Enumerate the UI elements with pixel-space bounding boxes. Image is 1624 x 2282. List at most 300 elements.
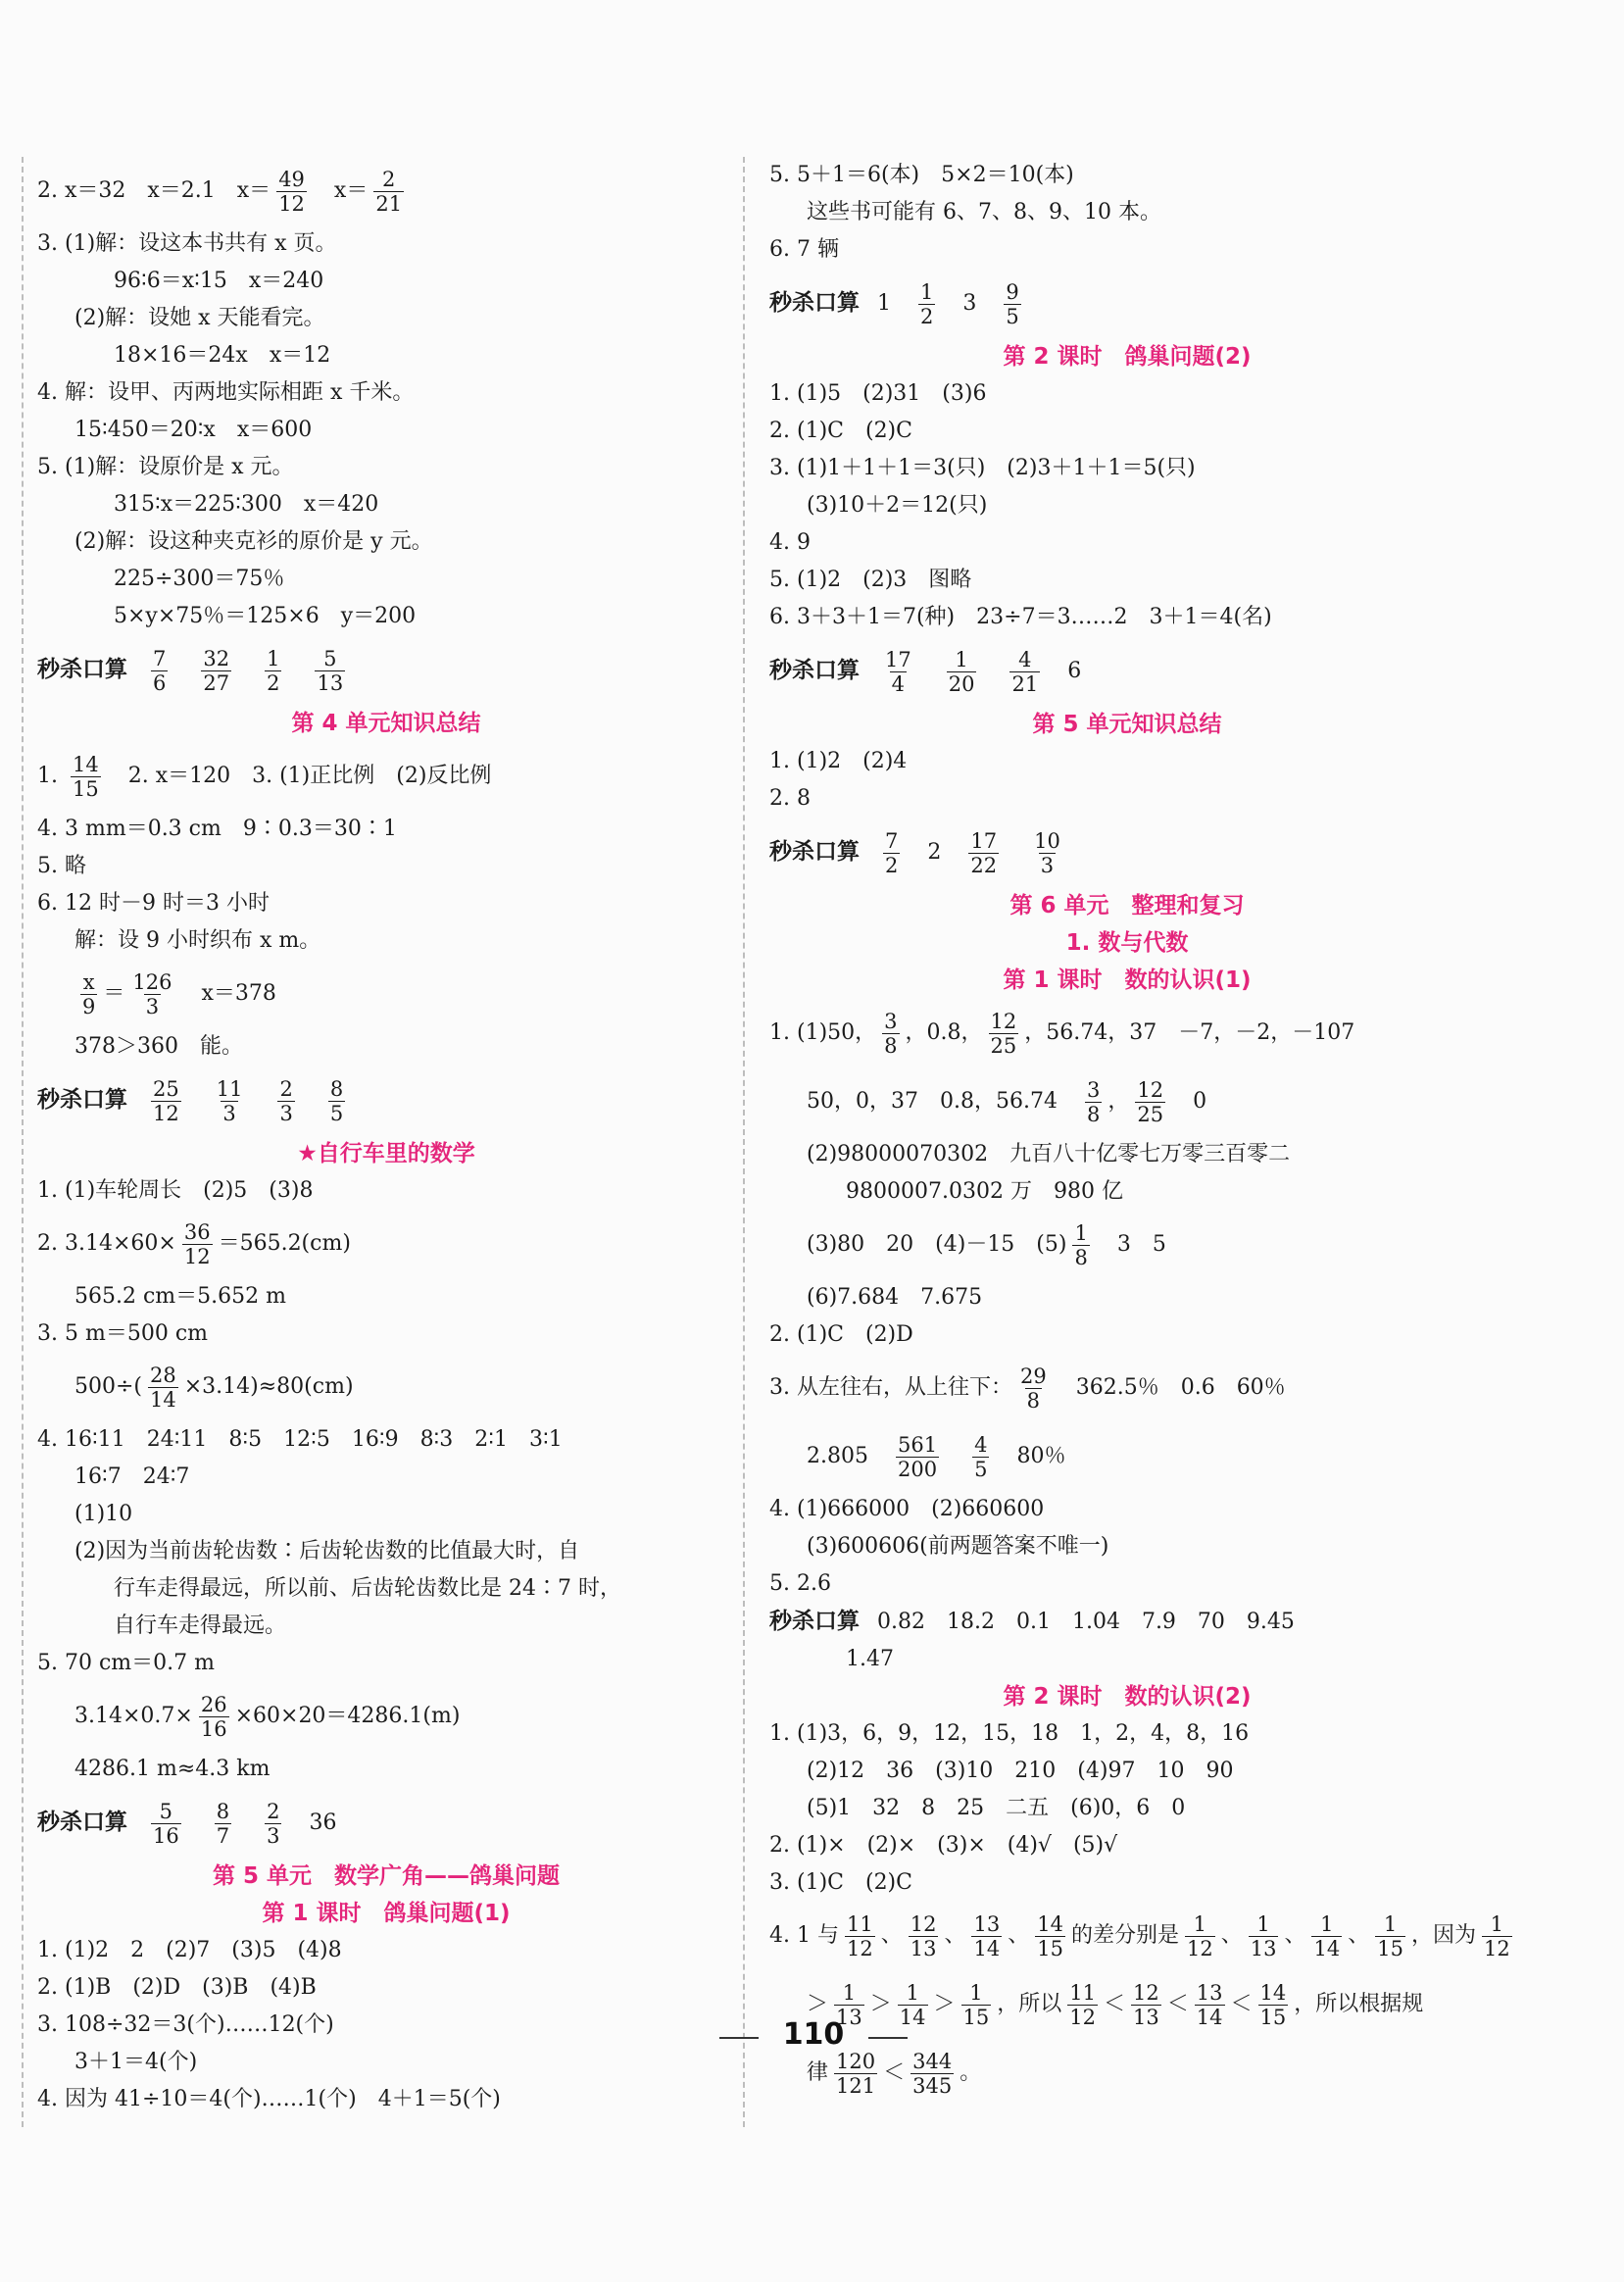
fraction [151, 1800, 181, 1848]
fraction-denominator: 8 [1074, 1245, 1088, 1269]
fraction-denominator: 13 [1250, 1936, 1277, 1960]
mental-math-label: 秒杀口算 [37, 657, 127, 682]
answer-line [769, 1565, 1485, 1603]
text-run: ＞ [933, 1992, 956, 2016]
answer-line [769, 1902, 1510, 1970]
text-run: 16∶7 24∶7 [74, 1464, 190, 1489]
fraction-numerator: 1 [1320, 1911, 1334, 1936]
mental-math-label: 秒杀口算 [769, 658, 860, 683]
text-run: 378＞360 能。 [74, 1034, 243, 1059]
fraction-denominator: 12 [1069, 2005, 1096, 2029]
text-run: ，0.8， [905, 1020, 983, 1045]
fraction-denominator: 25 [1137, 1102, 1164, 1126]
text-run: 3. 5 m＝500 cm [37, 1321, 209, 1346]
fraction [947, 648, 977, 696]
answer-line [37, 885, 735, 922]
fraction-numerator: 1 [1490, 1911, 1504, 1936]
fraction [1185, 1912, 1215, 1960]
fraction [883, 648, 913, 696]
text-run: 36 [309, 1811, 337, 1835]
fraction-numerator: 1 [920, 279, 934, 304]
section-heading: 第 1 课时 数的认识(1) [1003, 967, 1252, 993]
answer-line [769, 1422, 1485, 1491]
fraction-denominator: 3 [279, 1101, 293, 1125]
fraction [151, 1077, 181, 1125]
text-run: 行车走得最远，所以前、后齿轮齿数比是 24∶7 时， [114, 1576, 621, 1601]
text-run: 4. 16∶11 24∶11 8∶5 12∶5 16∶9 8∶3 2∶1 3∶1 [37, 1427, 563, 1452]
answer-line [37, 1210, 735, 1278]
fraction-denominator: 14 [150, 1387, 176, 1412]
fraction-denominator: 12 [846, 1936, 873, 1960]
answer-line [769, 1641, 1485, 1678]
fraction-numerator: 7 [885, 828, 899, 853]
mental-math-line [37, 1788, 735, 1858]
fraction-numerator: 2 [382, 167, 396, 191]
text-run: ＜ [883, 2060, 906, 2085]
answer-line [37, 2081, 735, 2118]
answer-line [37, 337, 735, 374]
fraction [971, 1912, 1002, 1960]
section-heading: 第 4 单元知识总结 [291, 711, 481, 736]
fraction [277, 1077, 294, 1125]
text-run: 2. x＝32 x＝2.1 x＝ [37, 178, 271, 203]
fraction [845, 1912, 875, 1960]
text-run: 4286.1 m≈4.3 km [74, 1757, 271, 1781]
text-run: 3. 108÷32＝3(个)……12(个) [37, 2012, 334, 2037]
fraction-numerator: 10 [1034, 828, 1060, 853]
answer-line [37, 1353, 735, 1421]
left-margin-dashed-line [22, 157, 24, 2127]
fraction [328, 1077, 345, 1125]
text-run: 2. 8 [769, 786, 811, 811]
text-run: 2. (1)× (2)× (3)× (4)√ (5)√ [769, 1833, 1118, 1858]
text-run [945, 1444, 966, 1468]
text-run: 5×y×75％＝125×6 y＝200 [114, 604, 417, 628]
text-run: 565.2 cm＝5.652 m [74, 1284, 286, 1309]
answer-line [37, 1028, 735, 1066]
answer-line [769, 743, 1485, 780]
text-run: 2. x＝120 3. (1)正比例 (2)反比例 [106, 764, 492, 788]
answer-line [37, 848, 735, 885]
text-run: (3)600606(前两题答案不唯一) [807, 1534, 1109, 1559]
fraction-numerator: 11 [216, 1076, 243, 1101]
answer-line [769, 1790, 1485, 1827]
fraction [1135, 1078, 1165, 1126]
fraction-numerator: 2 [279, 1076, 293, 1101]
text-run: 315∶x＝225∶300 x＝420 [114, 492, 379, 517]
text-run: ×60×20＝4286.1(m) [234, 1704, 461, 1728]
text-run: 5. (1)2 (2)3 图略 [769, 568, 972, 592]
fraction [215, 1077, 245, 1125]
section-heading: 第 5 单元 数学广角——鸽巢问题 [212, 1863, 561, 1889]
fraction-numerator: 26 [200, 1692, 227, 1716]
text-run: ＜ [1230, 1992, 1253, 2016]
fraction [834, 2050, 877, 2098]
fraction-numerator: 1 [842, 1980, 857, 2005]
answer-line [37, 225, 735, 263]
fraction-denominator: 5 [974, 1457, 988, 1481]
fraction [989, 1010, 1019, 1058]
answer-line [769, 413, 1485, 450]
text-run: 5. 70 cm＝0.7 m [37, 1651, 215, 1675]
answer-line [37, 1172, 735, 1210]
fraction-numerator: 2 [267, 1799, 280, 1823]
answer-line [769, 1173, 1485, 1211]
text-run: 、 [1008, 1923, 1030, 1948]
fraction [1375, 1912, 1405, 1960]
answer-line [769, 1211, 1485, 1279]
text-run: x＝ [312, 178, 369, 203]
fraction-denominator: 14 [1196, 2005, 1223, 2029]
fraction-numerator: 14 [1259, 1980, 1287, 2005]
text-run: (6)7.684 7.675 [807, 1285, 983, 1310]
answer-line [769, 375, 1485, 413]
text-run: 6. 7 辆 [769, 237, 839, 262]
text-run: 3. 从左往右，从上往下： [769, 1375, 1012, 1400]
answer-line [769, 780, 1485, 818]
answer-line [37, 1421, 735, 1459]
section-heading: 第 2 课时 数的认识(2) [1003, 1684, 1252, 1710]
answer-line [37, 263, 735, 300]
answer-line [37, 1496, 735, 1533]
text-run: ， [1107, 1089, 1130, 1114]
footer-rule-right [868, 2037, 908, 2039]
fraction-numerator: 9 [1006, 279, 1019, 304]
text-run: 96∶6＝x∶15 x＝240 [114, 269, 324, 293]
fraction-denominator: 15 [1377, 1936, 1403, 1960]
answer-line [37, 561, 735, 598]
answer-line [37, 1315, 735, 1353]
fraction-denominator: 16 [200, 1716, 227, 1741]
fraction-numerator: 49 [278, 167, 305, 191]
fraction-denominator: 4 [891, 671, 906, 696]
fraction-denominator: 5 [329, 1101, 344, 1125]
text-run: 1. (1)2 (2)4 [769, 749, 908, 773]
text-run: 18×16＝24x x＝12 [114, 343, 331, 368]
fraction [80, 970, 97, 1018]
fraction-denominator: 2 [885, 853, 899, 877]
answer-line [769, 1491, 1485, 1528]
fraction-numerator: 32 [203, 646, 230, 670]
answer-line [37, 449, 735, 486]
text-run: 、 [1284, 1923, 1306, 1948]
text-run: 5. 5＋1＝6(本) 5×2＝10(本) [769, 163, 1074, 187]
fraction-numerator: 126 [132, 969, 172, 994]
fraction-numerator: 1 [1383, 1911, 1398, 1936]
text-run: 4. 3 mm＝0.3 cm 9∶0.3＝30∶1 [37, 817, 397, 841]
fraction-denominator: 8 [1026, 1388, 1041, 1413]
fraction [1035, 1912, 1065, 1960]
text-run: 9800007.0302 万 980 亿 [846, 1179, 1123, 1204]
text-run: 5. 略 [37, 854, 86, 878]
fraction-numerator: 7 [153, 646, 167, 670]
fraction [882, 1010, 899, 1058]
text-run: 、 [880, 1923, 903, 1948]
fraction-numerator: 25 [153, 1076, 179, 1101]
text-run: 3 [962, 291, 977, 316]
fraction [148, 1364, 178, 1412]
answer-line [769, 1354, 1485, 1422]
fraction-numerator: 12 [990, 1009, 1017, 1033]
fraction [276, 168, 307, 216]
fraction-denominator: 12 [153, 1101, 179, 1125]
fraction [151, 647, 168, 695]
answer-line [769, 157, 1485, 194]
text-run: (2)98000070302 九百八十亿零七万零三百零二 [807, 1142, 1291, 1166]
fraction-denominator: 13 [910, 1936, 937, 1960]
text-run: 3. (1)解：设这本书共有 x 页。 [37, 231, 337, 256]
text-run: 1. (1)50， [769, 1020, 877, 1045]
text-run: ＜ [1104, 1992, 1126, 2016]
mental-math-line [769, 1603, 1485, 1641]
answer-line [769, 1864, 1485, 1902]
text-run: ＞ [807, 1992, 829, 2016]
fraction [201, 647, 231, 695]
fraction-denominator: 15 [72, 776, 99, 801]
fraction-denominator: 200 [897, 1457, 938, 1481]
fraction [1311, 1912, 1342, 1960]
text-run: 的差分别是 [1070, 1923, 1179, 1948]
text-run: (2)解：设她 x 天能看完。 [74, 306, 325, 330]
section-heading: 1. 数与代数 [1065, 930, 1189, 956]
fraction-numerator: 8 [216, 1799, 230, 1823]
fraction-numerator: 1 [1193, 1911, 1207, 1936]
text-run: 5. (1)解：设原价是 x 元。 [37, 455, 294, 479]
fraction-numerator: 14 [72, 752, 99, 776]
fraction-denominator: 12 [183, 1244, 211, 1268]
fraction-numerator: 1 [969, 1980, 983, 2005]
text-run: 4. (1)666000 (2)660600 [769, 1497, 1045, 1521]
fraction-numerator: 29 [1019, 1364, 1047, 1388]
fraction-denominator: 12 [1186, 1936, 1213, 1960]
text-run: 2. (1)C (2)C [769, 419, 912, 443]
answer-line [769, 1279, 1485, 1316]
answer-line [769, 524, 1485, 562]
fraction [1085, 1078, 1102, 1126]
text-run: 1.47 [846, 1647, 894, 1671]
answer-line [769, 562, 1485, 599]
text-run: 4. 因为 41÷10＝4(个)……1(个) 4＋1＝5(个) [37, 2087, 501, 2111]
fraction-denominator: 14 [973, 1936, 1001, 1960]
mental-math-label: 秒杀口算 [769, 1609, 860, 1634]
answer-line [769, 599, 1485, 636]
answer-line [769, 1316, 1485, 1354]
mental-math-label: 秒杀口算 [37, 1087, 127, 1113]
section-heading: 第 2 课时 鸽巢问题(2) [1003, 344, 1252, 370]
text-run: (2)解：设这种夹克衫的原价是 y 元。 [74, 529, 433, 554]
page-footer [59, 2017, 1568, 2052]
text-run: 2. (1)C (2)D [769, 1322, 913, 1347]
text-run: (2)12 36 (3)10 210 (4)97 10 90 [807, 1759, 1234, 1783]
fraction [130, 970, 173, 1018]
fraction [265, 1800, 281, 1848]
fraction-denominator: 9 [82, 994, 96, 1018]
fraction-numerator: 13 [973, 1911, 1001, 1936]
text-run: ＞ [869, 1992, 892, 2016]
text-run: 6. 3＋3＋1＝7(种) 23÷7＝3……2 3＋1＝4(名) [769, 605, 1272, 629]
fraction-numerator: 1 [955, 647, 968, 671]
fraction-denominator: 25 [990, 1033, 1017, 1058]
fraction-denominator: 15 [1259, 2005, 1287, 2029]
text-run: 4. 1 与 [769, 1923, 839, 1948]
fraction-denominator: 14 [1313, 1936, 1341, 1960]
fraction-denominator: 12 [278, 191, 305, 216]
fraction-denominator: 21 [375, 191, 403, 216]
mental-math-line [769, 636, 1485, 706]
text-run: 。 [960, 2060, 982, 2085]
mental-math-label: 秒杀口算 [769, 839, 860, 865]
fraction-denominator: 3 [145, 994, 160, 1018]
text-run: ，所以 [997, 1992, 1062, 2016]
fraction-numerator: 12 [910, 1911, 937, 1936]
fraction [968, 829, 999, 877]
fraction-numerator: 17 [970, 828, 998, 853]
fraction [909, 1912, 939, 1960]
mental-math-label: 秒杀口算 [769, 290, 860, 316]
fraction-numerator: 5 [159, 1799, 173, 1823]
text-run: 3 5 [1095, 1232, 1166, 1257]
text-run: 80％ [995, 1444, 1066, 1468]
fraction-denominator: 15 [962, 2005, 990, 2029]
fraction [910, 2050, 954, 2098]
text-run: 3＋1＝4(个) [74, 2050, 198, 2074]
text-run: 解：设 9 小时织布 x m。 [74, 928, 321, 953]
mental-math-line [37, 635, 735, 705]
text-run: 6. 12 时－9 时＝3 小时 [37, 891, 270, 916]
text-run: (3)10＋2＝12(只) [807, 493, 988, 518]
answer-line [37, 598, 735, 635]
answer-line [37, 960, 735, 1028]
answer-line [769, 1753, 1485, 1790]
section-heading: 第 5 单元知识总结 [1032, 712, 1222, 737]
fraction [1009, 648, 1040, 696]
answer-line [769, 1067, 1485, 1136]
text-run: 、 [944, 1923, 966, 1948]
mental-math-line [769, 269, 1485, 338]
fraction-numerator: 1 [1256, 1911, 1270, 1936]
fraction-numerator: 5 [323, 646, 337, 670]
fraction [315, 647, 345, 695]
text-run: 2 [927, 840, 942, 865]
section-heading: 第 6 单元 整理和复习 [1009, 893, 1245, 918]
fraction [373, 168, 404, 216]
answer-line [37, 1278, 735, 1315]
mental-math-line [37, 1066, 735, 1135]
fraction-numerator: 344 [912, 2049, 953, 2073]
fraction-numerator: 1 [906, 1980, 919, 2005]
fraction-denominator: 121 [836, 2073, 876, 2098]
fraction-numerator: 561 [897, 1432, 938, 1457]
text-run: (5)1 32 8 25 二五 (6)0，6 0 [807, 1796, 1186, 1820]
answer-line [37, 922, 735, 960]
fraction-numerator: 12 [1133, 1980, 1159, 2005]
text-run: (3)80 20 (4)－15 (5) [807, 1232, 1067, 1257]
text-run: 律 [807, 2060, 829, 2085]
page-number: 110 [782, 2017, 845, 2052]
answer-line [37, 1932, 735, 1969]
answer-line [769, 1528, 1485, 1565]
text-run: 、 [1220, 1923, 1243, 1948]
fraction-denominator: 345 [912, 2073, 953, 2098]
text-run: 0 [1171, 1089, 1207, 1114]
fraction-numerator: 28 [150, 1363, 176, 1387]
text-run: ×3.14)≈80(cm) [183, 1374, 354, 1399]
answer-line [37, 1459, 735, 1496]
answer-line [769, 450, 1485, 487]
fraction [883, 829, 900, 877]
answer-line [37, 811, 735, 848]
answer-line [769, 487, 1485, 524]
answer-line [769, 1827, 1485, 1864]
fraction-denominator: 13 [836, 2005, 862, 2029]
answer-line [37, 374, 735, 412]
fraction-denominator: 8 [1086, 1102, 1101, 1126]
answer-line [37, 157, 735, 225]
answer-line [37, 486, 735, 523]
text-run: ，56.74，37 －7，－2，－107 [1024, 1020, 1355, 1045]
text-run: 自行车走得最远。 [114, 1613, 287, 1638]
fraction [1249, 1912, 1279, 1960]
text-run: 3.14×0.7× [74, 1704, 193, 1728]
text-run: 15∶450＝20∶x x＝600 [74, 418, 313, 442]
text-run: 0.82 18.2 0.1 1.04 7.9 70 9.45 [877, 1610, 1295, 1634]
fraction-denominator: 8 [884, 1033, 898, 1058]
column-divider-dashed-line [743, 157, 745, 2127]
answer-line [769, 231, 1485, 269]
fraction-denominator: 3 [1040, 853, 1055, 877]
fraction-numerator: 8 [329, 1076, 344, 1101]
fraction [1032, 829, 1062, 877]
answer-line [37, 1682, 735, 1751]
fraction-denominator: 2 [267, 670, 280, 695]
fraction [265, 647, 281, 695]
fraction-denominator: 13 [1133, 2005, 1159, 2029]
text-run: 2. 3.14×60× [37, 1231, 176, 1256]
fraction [215, 1800, 231, 1848]
text-run: 5. 2.6 [769, 1571, 831, 1596]
text-run: ＝ [103, 981, 125, 1006]
answer-line [769, 194, 1485, 231]
answer-line [769, 999, 1485, 1067]
fraction-denominator: 16 [153, 1823, 179, 1848]
fraction-numerator: 1 [1074, 1220, 1088, 1245]
text-run: ，因为 [1410, 1923, 1476, 1948]
fraction-numerator: 1 [267, 646, 280, 670]
mental-math-line [769, 818, 1485, 887]
text-run: 4. 解：设甲、丙两地实际相距 x 千米。 [37, 380, 415, 405]
mental-math-label: 秒杀口算 [37, 1810, 127, 1835]
fraction-denominator: 5 [1006, 304, 1019, 328]
fraction [896, 1433, 939, 1481]
fraction-numerator: 4 [1018, 647, 1032, 671]
fraction-denominator: 7 [216, 1823, 230, 1848]
footer-rule-left [719, 2037, 759, 2039]
text-run: 2.805 [807, 1444, 890, 1468]
fraction-numerator: 11 [846, 1911, 873, 1936]
fraction-numerator: 17 [885, 647, 911, 671]
text-run: (1)10 [74, 1502, 133, 1526]
answer-line [37, 1645, 735, 1682]
answer-line [37, 523, 735, 561]
fraction-denominator: 20 [948, 671, 975, 696]
section-heading: ★自行车里的数学 [297, 1141, 475, 1166]
fraction [199, 1693, 229, 1741]
text-run: 3. (1)1＋1＋1＝3(只) (2)3＋1＋1＝5(只) [769, 456, 1196, 480]
fraction [1018, 1364, 1049, 1413]
text-run: 1. (1)5 (2)31 (3)6 [769, 381, 987, 406]
fraction-denominator: 22 [970, 853, 998, 877]
answer-line [37, 1533, 735, 1570]
